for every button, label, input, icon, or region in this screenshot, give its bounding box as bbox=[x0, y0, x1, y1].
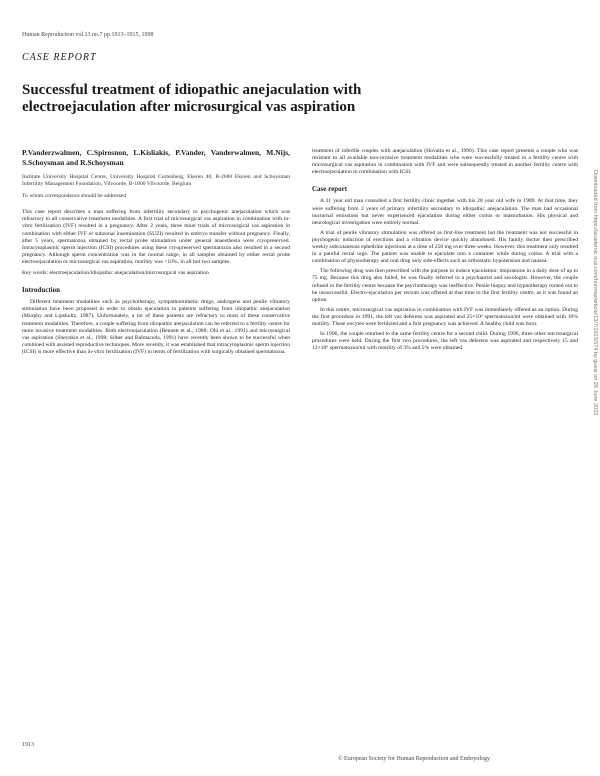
download-watermark: Downloaded from https://academic.oup.com/humrep/article/13/7/1913/574 by guest on 28 June 2023 bbox=[592, 170, 598, 416]
intro-paragraph: Different treatment modalities such as psychotherapy, sympathomimetic drugs, androgens and penile vibratory stimulation have been proposed in order to obtain ejaculation in patients suffering from idiopathic anejaculation (Murphy and Lipshultz, 1987). Unfortunately, a lot of these patients are refractory to most of these conservative treatment modalities. Therefore, a couple suffering from idiopathic anejaculation can be referred to a fertility centre for more invasive treatment modalities. Both electroejaculation (Bennett et al., 1988; Ohl et al., 1991) and microsurgical vas aspiration (Sheynkin et al., 1998; Silber and Balmaceda, 1991) have recently been shown to be successful when combined with assisted reproductive techniques. More recently, it was established that intracytoplasmic sperm injection (ICSI) is more effective than in-vitro fertilization (IVF) in terms of fertilization with surgically obtained spermatozoa. bbox=[22, 299, 290, 355]
page-number: 1913 bbox=[22, 742, 34, 748]
affiliation: Institute University Hospital Centre, University Hospital Cortenberg, Ekeren 40, B-2680 Ekeren and Schoysman Infertility Management Foundation, Vilvoorde, B-1800 Vilvoorde, Belgium bbox=[22, 174, 290, 188]
intro-continued: treatment of infertile couples with anejaculation (Hovatta et al., 1996). This case report presents a couple who was resistant to all available non-invasive treatment modalities who were successfully treated in a fertility centre with microsurgical vas aspiration in combination with IVF and were subsequently treated in another fertility centre with electroejaculation in combination with ICSI. bbox=[312, 148, 578, 176]
authors: P.Vanderzwalmen, C.Spirosnon, L.Kisliakis, P.Vander, Vanderwalmen, M.Nijs, S.Schoysman and R.Schoysman bbox=[22, 148, 290, 167]
copyright: © European Society for Human Reproduction and Embryology bbox=[338, 756, 491, 762]
case-paragraph: In this centre, microsurgical vas aspiration in combination with IVF was immediately offered as an option. During the first procedure in 1991, the left vas deferens was aspirated and 25×10⁶ spermatozoa/ml were obtained with 10% motility. These oocytes were fertilized and a first pregnancy was achieved. A healthy child was born. bbox=[312, 306, 578, 327]
right-column bbox=[312, 148, 578, 355]
journal-header: Human Reproduction vol.13 no.7 pp.1913–1915, 1998 bbox=[22, 32, 154, 38]
case-paragraph: In 1996, the couple returned to the same fertility centre for a second child. During 1996, three other microsurgical procedures were held. During the first two procedures, the left vas deferens was aspirated and respectively 15 and 12×10⁶ spermatozoa/ml with motility of 3% and 5% were obtained. bbox=[312, 331, 578, 352]
abstract: This case report describes a man suffering from infertility secondary to psychogenic anejaculation which was refractory to all conservative treatment modalities. A first trial of microsurgical vas aspiration in combination with in-vitro fertilization (IVF) resulted in a pregnancy. After 2 years, three more trials of microsurgical vas aspiration in combination with either IVF or subzonal insemination (SUZI) resulted in embryo transfer without pregnancy. Finally, after 5 years, spermatozoa obtained by rectal probe stimulation under general anaesthesia were cryopreserved. Intracytoplasmic sperm injection (ICSI) procedures using these cryopreserved spermatozoa also resulted in a second pregnancy. Although sperm concentration was in the normal range, in all samples obtained by either rectal probe electroejaculation or microsurgical vas aspiration, motility was <10%, in all but two samples. bbox=[22, 209, 290, 265]
case-paragraph: A trial of penile vibratory stimulation was offered as first-line treatment but the treatment was not successful in psychogenic induction of erections and a vibration device quickly abandoned. His family doctor then prescribed weekly subcutaneous ephedrine injections at a dose of 250 mg over three weeks. However, this treatment only resulted in a painful rectal urge. The patient was unable to ejaculate into a container while during coitus. A trial with a combination of physiotherapy and oral drug only side-effects such as orthostatic hypotension and nausea. bbox=[312, 229, 578, 265]
case-heading: Case report bbox=[312, 185, 348, 194]
case-paragraph: The following drug was then prescribed with the purpose to induce ejaculation: imipramine in a daily dose of up to 75 mg. Because this drug also failed, he was finally referred to a psychiatrist and sexologist. However, the couple refused to the fertility centre because the psychotherapy was ineffective. Penile biopsy and hypnotherapy turned out to be unsuccessful. Electro-ejaculation per rectum was offered at that time to the first fertility centre, as it was found an option. bbox=[312, 268, 578, 303]
correspondence: To whom correspondence should be addressed bbox=[22, 193, 127, 200]
case-label: CASE REPORT bbox=[22, 52, 97, 63]
left-column bbox=[22, 148, 290, 359]
article-title: Successful treatment of idiopathic anejaculation with electroejaculation after microsurgical vas aspiration bbox=[22, 82, 362, 115]
case-paragraph: A 31 year old man consulted a first fertility clinic together with his 28 year old wife in 1989. At that time, they were suffering from 2 years of primary infertility secondary to idiopathic anejaculation. The man had occasional nocturnal emissions but never experienced ejaculation during either coitus or masturbation. His physical and neurological investigation were entirely normal. bbox=[312, 198, 578, 226]
keywords: Key words: electroejaculation/idiopathic anejaculation/microsurgical vas aspiration bbox=[22, 270, 209, 277]
intro-heading: Introduction bbox=[22, 286, 60, 295]
